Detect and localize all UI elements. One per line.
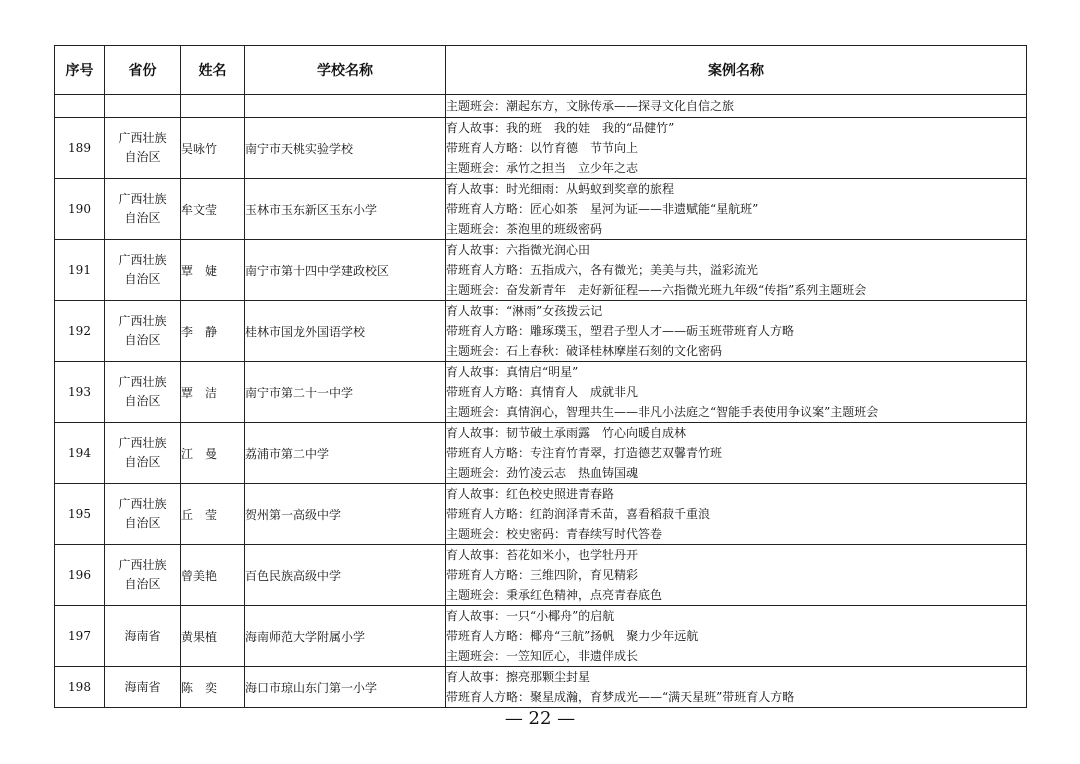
name-cell: 覃 洁 [181,362,245,423]
case-line: 主题班会：潮起东方，文脉传承——探寻文化自信之旅 [446,99,735,113]
name-cell [181,95,245,118]
case-line: 育人故事：一只“小椰舟”的启航 [446,609,615,623]
table-row [55,301,1027,362]
case-line: 育人故事：韧节破土承雨露 竹心向暖自成林 [446,426,687,440]
header-name: 姓名 [181,46,245,95]
province-line: 广西壮族 [118,131,167,145]
name-cell: 黄果植 [181,606,245,667]
case-line: 带班育人方略：三维四阶，育见精彩 [446,568,639,582]
case-list-table [54,45,1027,708]
cases-cell [446,240,1027,301]
province-line: 自治区 [124,455,161,469]
name-cell: 曾美艳 [181,545,245,606]
case-line: 带班育人方略：真情育人 成就非凡 [446,385,639,399]
cases-cell [446,545,1027,606]
name-cell: 覃 婕 [181,240,245,301]
province-line: 海南省 [124,628,161,643]
province-line: 自治区 [124,516,161,530]
province-cell [105,484,181,545]
school-cell: 南宁市第十四中学建政校区 [245,240,446,301]
case-line: 主题班会：一笠知匠心，非遗伴成长 [446,649,639,663]
table-row [55,179,1027,240]
name-cell: 吴咏竹 [181,118,245,179]
serial-cell: 191 [55,240,105,301]
school-cell: 海南师范大学附属小学 [245,606,446,667]
table-row [55,118,1027,179]
case-line: 带班育人方略：五指成六，各有微光；美美与共，溢彩流光 [446,263,759,277]
case-line: 主题班会：校史密码：青春续写时代答卷 [446,527,663,541]
province-cell [105,362,181,423]
case-line: 主题班会：承竹之担当 立少年之志 [446,161,639,175]
province-line: 广西壮族 [118,558,167,572]
school-cell: 南宁市第二十一中学 [245,362,446,423]
case-line: 育人故事：真情启“明星” [446,365,579,379]
serial-cell: 196 [55,545,105,606]
header-school-name: 学校名称 [245,46,446,95]
case-line: 主题班会：劲竹凌云志 热血铸国魂 [446,466,639,480]
table-row [55,606,1027,667]
province-line: 自治区 [124,211,161,225]
table-row [55,545,1027,606]
case-line: 育人故事：擦亮那颗尘封星 [446,670,591,684]
school-cell [245,95,446,118]
name-cell: 丘 莹 [181,484,245,545]
table-row [55,423,1027,484]
case-line: 带班育人方略：专注育竹青翠，打造德艺双馨青竹班 [446,446,723,460]
case-line: 带班育人方略：红韵润泽青禾苗，喜看稻菽千重浪 [446,507,711,521]
province-cell [105,301,181,362]
province-cell [105,179,181,240]
school-cell: 南宁市天桃实验学校 [245,118,446,179]
cases-cell [446,423,1027,484]
province-line: 广西壮族 [118,436,167,450]
cases-cell [446,95,1027,118]
province-line: 广西壮族 [118,497,167,511]
province-cell [105,423,181,484]
serial-cell: 189 [55,118,105,179]
province-cell [105,240,181,301]
province-line: 广西壮族 [118,375,167,389]
case-line: 带班育人方略：以竹育德 节节向上 [446,141,639,155]
header-case-name: 案例名称 [446,46,1027,95]
serial-cell: 194 [55,423,105,484]
header-province: 省份 [105,46,181,95]
province-line: 自治区 [124,394,161,408]
school-cell: 荔浦市第二中学 [245,423,446,484]
case-line: 带班育人方略：雕琢璞玉，塑君子型人才——砺玉班带班育人方略 [446,324,795,338]
province-line: 自治区 [124,577,161,591]
case-line: 主题班会：奋发新青年 走好新征程——六指微光班九年级“传指”系列主题班会 [446,283,867,297]
serial-cell: 195 [55,484,105,545]
case-line: 育人故事：“淋雨”女孩拨云记 [446,304,603,318]
case-line: 带班育人方略：聚星成瀚，育梦成光——“满天星班”带班育人方略 [446,690,795,704]
serial-cell: 197 [55,606,105,667]
case-line: 主题班会：秉承红色精神，点亮青春底色 [446,588,663,602]
province-line: 自治区 [124,150,161,164]
serial-cell: 192 [55,301,105,362]
case-line: 育人故事：六指微光润心田 [446,243,591,257]
province-cell [105,606,181,667]
cases-cell [446,667,1027,708]
province-line: 广西壮族 [118,314,167,328]
serial-cell: 190 [55,179,105,240]
table-body [55,95,1027,708]
cases-cell [446,301,1027,362]
case-line: 带班育人方略：椰舟“三航”扬帆 聚力少年远航 [446,629,699,643]
case-line: 育人故事：时光细雨：从蚂蚁到奖章的旅程 [446,182,675,196]
cases-cell [446,179,1027,240]
name-cell: 李 静 [181,301,245,362]
school-cell: 贺州第一高级中学 [245,484,446,545]
province-line: 海南省 [124,679,161,694]
province-cell [105,118,181,179]
name-cell: 江 曼 [181,423,245,484]
cases-cell [446,484,1027,545]
case-line: 主题班会：真情润心，智理共生——非凡小法庭之“智能手表使用争议案”主题班会 [446,405,879,419]
cases-cell [446,118,1027,179]
table-row [55,484,1027,545]
cases-cell [446,606,1027,667]
case-line: 主题班会：石上春秋：破译桂林摩崖石刻的文化密码 [446,344,723,358]
province-line: 广西壮族 [118,253,167,267]
province-line: 广西壮族 [118,192,167,206]
table-row-continued [55,95,1027,118]
table-row [55,362,1027,423]
case-line: 主题班会：茶泡里的班级密码 [446,222,603,236]
serial-cell: 193 [55,362,105,423]
name-cell: 牟文莹 [181,179,245,240]
table-row [55,240,1027,301]
province-cell [105,95,181,118]
case-line: 育人故事：我的班 我的娃 我的“品健竹” [446,121,675,135]
case-line: 带班育人方略：匠心如茶 星河为证——非遗赋能“星航班” [446,202,759,216]
province-cell [105,667,181,708]
case-line: 育人故事：苔花如米小，也学牡丹开 [446,548,639,562]
school-cell: 海口市琼山东门第一小学 [245,667,446,708]
serial-cell: 198 [55,667,105,708]
province-line: 自治区 [124,333,161,347]
school-cell: 桂林市国龙外国语学校 [245,301,446,362]
name-cell: 陈 奕 [181,667,245,708]
cases-cell [446,362,1027,423]
header-serial-number: 序号 [55,46,105,95]
case-line: 育人故事：红色校史照进青春路 [446,487,615,501]
header-row [55,46,1027,95]
province-cell [105,545,181,606]
province-line: 自治区 [124,272,161,286]
serial-cell [55,95,105,118]
school-cell: 百色民族高级中学 [245,545,446,606]
school-cell: 玉林市玉东新区玉东小学 [245,179,446,240]
table-row [55,667,1027,708]
page-number: — 22 — [504,708,576,729]
